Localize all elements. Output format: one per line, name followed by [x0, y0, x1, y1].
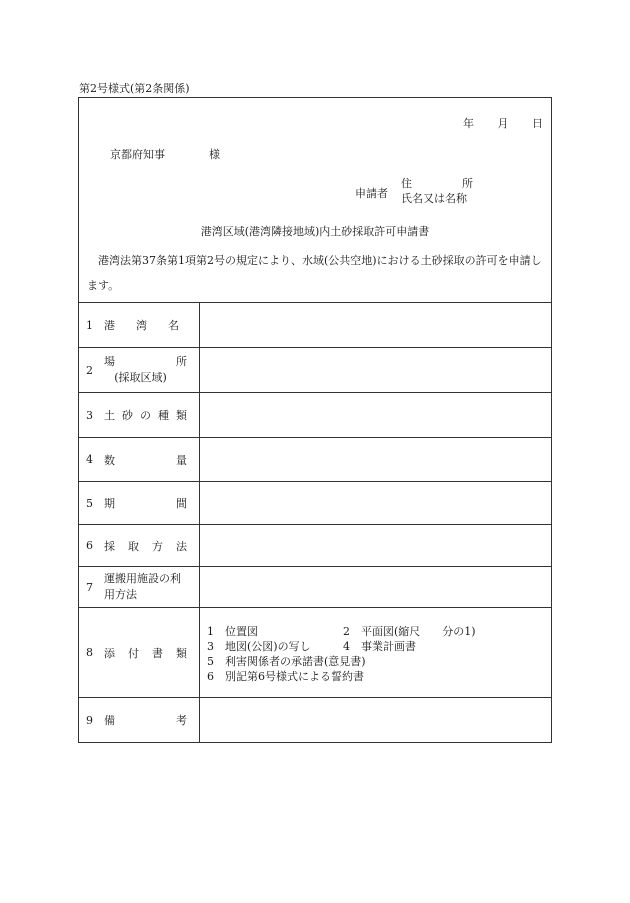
table-row [79, 393, 551, 438]
table-row [79, 482, 551, 525]
label-char: 名 [168, 319, 179, 332]
row-label [79, 303, 200, 348]
label-char: 方 [152, 539, 163, 553]
table-row [79, 525, 551, 567]
row-number: 2 [86, 363, 93, 377]
attachments-list [200, 624, 551, 684]
location-field[interactable] [200, 348, 552, 393]
row-number: 4 [86, 453, 93, 466]
table-row [79, 303, 551, 348]
address-char: 住 [401, 177, 412, 190]
row-label [79, 482, 200, 525]
row-label [79, 567, 200, 608]
transport-facility-field[interactable] [200, 567, 552, 608]
application-form-frame [78, 97, 552, 743]
quantity-field[interactable] [200, 438, 552, 482]
row-number: 3 [86, 408, 93, 422]
form-caption: 第2号様式(第2条関係) [79, 82, 190, 95]
label-char: 所 [176, 355, 187, 368]
table-row [79, 438, 551, 482]
table-row [79, 348, 551, 393]
items-table [79, 302, 551, 743]
extraction-method-field[interactable] [200, 525, 552, 567]
label-char: 類 [176, 409, 187, 422]
attachment-item: 2 平面図(縮尺 分の1) [343, 625, 476, 638]
row-label [79, 525, 200, 567]
remarks-field[interactable] [200, 698, 552, 743]
body-text: 港湾法第37条第1項第2号の規定により、水域(公共空地)における土砂採取の許可を申請します。 [87, 254, 542, 292]
label-char: 湾 [136, 319, 147, 332]
attachment-line [207, 639, 551, 654]
row-number: 7 [86, 580, 93, 594]
label-line: 用方法 [104, 588, 137, 601]
label-char: の [140, 409, 151, 422]
row-label [79, 698, 200, 743]
table-row [79, 608, 551, 698]
applicant-label: 申請者 [355, 187, 388, 200]
date-year-label: 年 [463, 117, 474, 130]
attachment-line [207, 624, 551, 639]
row-label [79, 608, 200, 698]
label-char: 土 [104, 409, 115, 422]
label-char: 採 [104, 539, 115, 553]
label-char: 港 [104, 319, 115, 332]
period-field[interactable] [200, 482, 552, 525]
row-number: 8 [86, 646, 93, 659]
label-char: 書 [152, 646, 163, 660]
label-char: 種 [158, 409, 169, 422]
row-number: 5 [86, 496, 93, 510]
label-char: 付 [128, 646, 139, 660]
label-char: 備 [104, 714, 115, 728]
addressee: 京都府知事 様 [110, 148, 220, 161]
harbor-name-field[interactable] [200, 303, 552, 348]
date-line [463, 115, 543, 131]
applicant-address-label [401, 175, 473, 191]
attachment-item: 3 地図(公図)の写し [207, 640, 311, 653]
date-day-label: 日 [532, 117, 543, 130]
row-label [79, 438, 200, 482]
attachments-cell [200, 608, 552, 698]
attachment-item: 4 事業計画書 [343, 640, 416, 653]
soil-type-field[interactable] [200, 393, 552, 438]
applicant-name-label: 氏名又は名称 [401, 192, 467, 205]
attachment-item: 6 別記第6号様式による誓約書 [207, 670, 364, 683]
address-char: 所 [462, 177, 473, 190]
row-label [79, 393, 200, 438]
label-char: 数 [104, 453, 115, 467]
document-title: 港湾区域(港湾隣接地域)内土砂採取許可申請書 [200, 225, 430, 238]
table-row [79, 567, 551, 608]
label-char: 法 [176, 539, 187, 553]
attachment-item: 1 位置図 [207, 625, 258, 638]
label-char: 期 [104, 497, 115, 510]
table-row [79, 698, 551, 743]
date-month-label: 月 [497, 117, 509, 130]
row-number: 9 [86, 713, 93, 727]
label-char: 取 [128, 539, 139, 553]
label-char: 添 [104, 646, 115, 660]
label-char: 場 [104, 355, 115, 368]
row-number: 6 [86, 539, 93, 552]
label-char: 考 [176, 714, 187, 728]
attachment-item: 5 利害関係者の承諾書(意見書) [207, 655, 366, 668]
row-label [79, 348, 200, 393]
label-char: 砂 [122, 409, 133, 422]
label-sub: (採取区域) [114, 371, 167, 384]
label-char: 類 [176, 646, 187, 660]
label-char: 間 [176, 497, 187, 510]
row-number: 1 [86, 318, 93, 332]
label-char: 量 [176, 453, 187, 467]
label-line: 運搬用施設の利 [104, 572, 181, 585]
